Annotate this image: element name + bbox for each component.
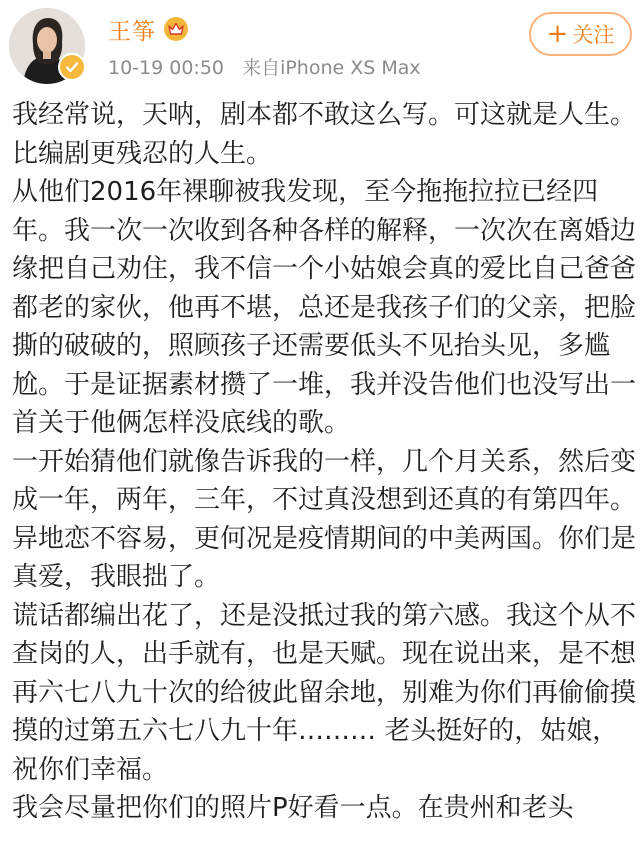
post-paragraph: 谎话都编出花了，还是没抵过我的第六感。我这个从不查岗的人，出手就有，也是天赋。现在说出来，是不想再六七八九十次的给彼此留余地，别难为你们再偷偷摸摸的过第五六七八九十年……… 老头挺好的，姑娘，祝你们幸福。 — [12, 600, 637, 785]
post-header — [0, 0, 641, 96]
follow-button[interactable] — [529, 12, 632, 56]
plus-icon: + — [546, 19, 569, 49]
post-time: 10-19 00:50 — [108, 57, 225, 79]
post-paragraph: 一开始猜他们就像告诉我的一样，几个月关系，然后变成一年，两年，三年，不过真没想到还真的有第四年。异地恋不容易，更何况是疫情期间的中美两国。你们是真爱，我眼拙了。 — [12, 446, 637, 592]
post-meta — [108, 53, 433, 80]
post-body — [12, 96, 637, 828]
post-paragraph: 从他们2016年裸聊被我发现，至今拖拖拉拉已经四年。我一次一次收到各种各样的解释，一次次在离婚边缘把自己劝住，我不信一个小姑娘会真的爱比自己爸爸都老的家伙，他再不堪，总还是我孩子们的父亲，把脸撕的破破的，照顾孩子还需要低头不见抬头见，多尴尬。于是证据素材攒了一堆，我并没告他们也没写出一首关于他俩怎样没底线的歌。 — [12, 177, 637, 438]
author-row — [108, 12, 188, 46]
post-paragraph: 我会尽量把你们的照片P好看一点。在贵州和老头 — [12, 793, 574, 823]
follow-label: 关注 — [572, 23, 615, 47]
crown-icon[interactable] — [164, 17, 188, 41]
post-source: 来自iPhone XS Max — [242, 57, 421, 79]
author-name[interactable]: 王筝 — [108, 18, 156, 45]
verified-badge-icon — [58, 53, 86, 81]
post-paragraph: 我经常说，天呐，剧本都不敢这么写。可这就是人生。比编剧更残忍的人生。 — [12, 100, 637, 169]
